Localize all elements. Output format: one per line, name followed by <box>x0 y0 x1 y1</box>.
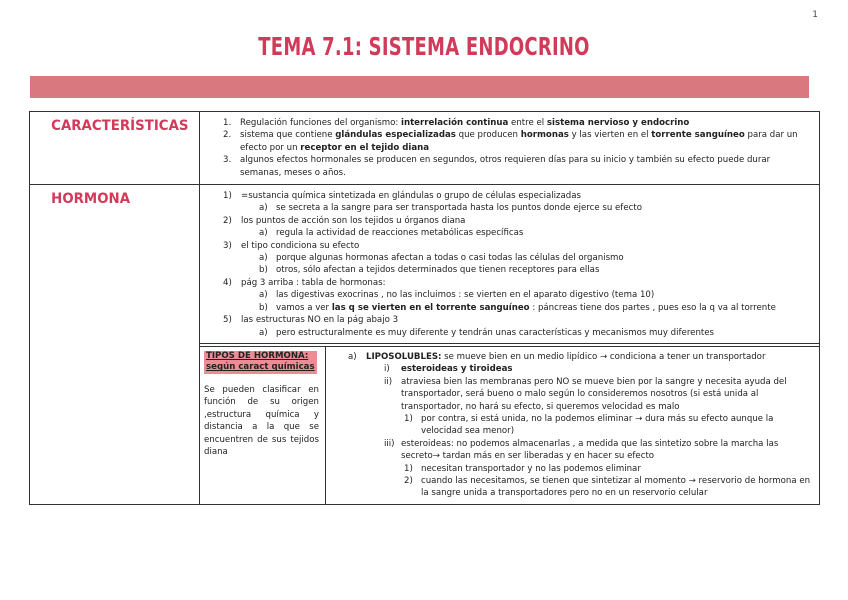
hormona-list <box>200 185 819 343</box>
list-item: 3. algunos efectos hormonales se producen en segundos, otros requieren días para su inicio y también su efecto puede durar semanas, meses o años. <box>223 155 771 178</box>
list-item: a) pero estructuralmente es muy diferente y tendrán unas características y mecanismos muy diferentes <box>259 327 715 338</box>
hormona-label-cell <box>30 185 200 505</box>
list-item: 1) por contra, si está unida, no la podemos eliminar → dura más su efecto aunque la velocidad sea menor) <box>404 413 774 437</box>
hormona-content-cell <box>200 185 820 344</box>
liposolubles-list <box>326 347 819 504</box>
list-item: 2. sistema que contiene glándulas especializadas que producen hormonas y las vierten en el torrente sanguíneo para dar un efecto por un receptor en el tejido diana <box>223 130 798 153</box>
list-item: a) porque algunas hormonas afectan a todas o casi todas las células del organismo <box>259 253 624 264</box>
liposolubles-cell <box>326 346 820 503</box>
content-table <box>29 111 820 505</box>
list-marker: 2. <box>223 130 232 141</box>
caracteristicas-label: CARACTERÍSTICAS <box>51 118 189 134</box>
row-hormona <box>30 185 820 344</box>
list-item: 5) las estructuras NO en la pág abajo 3 <box>223 315 399 326</box>
list-item: b) otros, sólo afectan a tejidos determinados que tienen receptores para ellas <box>259 265 600 276</box>
list-item: b) vamos a ver las q se vierten en el torrente sanguíneo : páncreas tiene dos partes , pues eso la q va al torrente <box>259 302 776 313</box>
list-item: a) se secreta a la sangre para ser transportada hasta los puntos donde ejerce su efecto <box>259 203 642 214</box>
list-item: 2) los puntos de acción son los tejidos u órganos diana <box>223 215 466 226</box>
list-item: a) LIPOSOLUBLES: se mueve bien en un medio lipídico → condiciona a tener un transportador <box>348 351 766 362</box>
list-item: 1. Regulación funciones del organismo: interrelación continua entre el sistema nervioso y endocrino <box>223 118 690 128</box>
list-item: a) las digestivas exocrinas , no las incluimos : se vierten en el aparato digestivo (tema 10) <box>259 290 655 301</box>
tipos-container-cell <box>200 343 820 504</box>
tipos-heading: TIPOS DE HORMONA: según caract químicas <box>206 350 315 373</box>
list-item: iii) esteroideas: no podemos almacenarlas , a medida que las sintetizo sobre la marcha las secreto→ tardan más en ser liberadas y en hacer su efecto <box>384 438 779 462</box>
list-item: i) esteroideas y tiroideas <box>384 364 513 375</box>
tipos-label-cell <box>200 346 326 503</box>
list-item: 4) pág 3 arriba : tabla de hormonas: <box>223 277 386 288</box>
list-item: a) regula la actividad de reacciones metabólicas específicas <box>259 228 524 239</box>
caracteristicas-content-cell <box>200 112 820 185</box>
list-item: 3) el tipo condiciona su efecto <box>223 240 360 251</box>
row-caracteristicas <box>30 112 820 185</box>
list-item: 1) necesitan transportador y no las podemos eliminar <box>404 463 641 474</box>
caracteristicas-list <box>200 112 819 184</box>
tipos-description: Se pueden clasificar en función de su origen ,estructura química y distancia a la que se encuentren de sus tejidos diana <box>204 384 319 457</box>
hormona-label: HORMONA <box>51 191 131 208</box>
caracteristicas-label-cell <box>30 112 200 185</box>
title-underline-bar <box>30 76 809 98</box>
tipos-table <box>200 346 819 504</box>
list-item: 2) cuando las necesitamos, se tienen que sintetizar al momento → reservorio de hormona en la sangre unida a transportadores pero no en un reservorio celular <box>404 475 811 499</box>
list-marker: 1. <box>223 118 232 128</box>
page-number: 1 <box>812 10 818 20</box>
page-title: TEMA 7.1: SISTEMA ENDOCRINO <box>258 32 590 61</box>
list-item: 1) =sustancia química sintetizada en glándulas o grupo de células especializadas <box>223 191 581 202</box>
list-item: ii) atraviesa bien las membranas pero NO se mueve bien por la sangre y necesita ayuda del transportador, será bueno o malo según lo consideremos nosotros (si está unida al transportador, no hará su efecto, si queremos velocidad es malo <box>384 376 787 412</box>
list-marker: 3. <box>223 155 232 166</box>
